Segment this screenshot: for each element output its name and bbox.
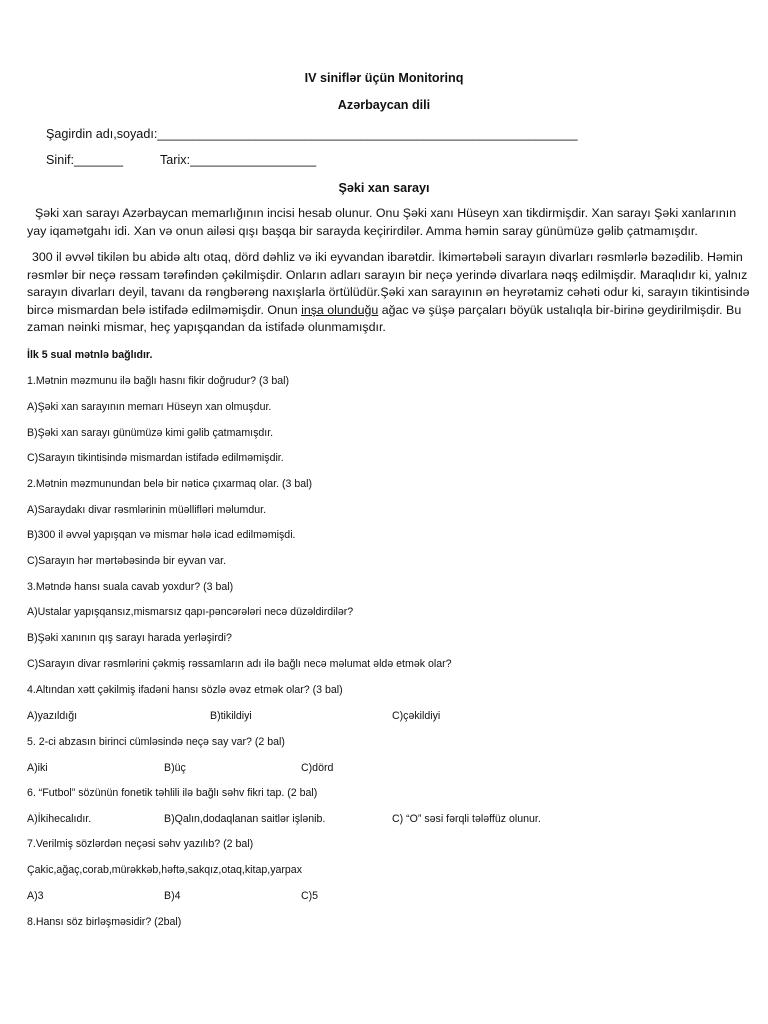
- q6-option-c: C) “O” səsi fərqli tələffüz olunur.: [392, 813, 541, 825]
- q6-option-a: A)İkihecalıdır.: [27, 813, 92, 825]
- section-note: İlk 5 sual mətnlə bağlıdır.: [27, 349, 153, 361]
- question-8: 8.Hansı söz birləşməsidir? (2bal): [27, 916, 182, 928]
- student-name-label: Şagirdin adı,soyadı:: [46, 127, 158, 141]
- student-name-blank: ____________________________________________________________: [157, 127, 578, 141]
- q3-option-c: C)Sarayın divar rəsmlərini çəkmiş rəssamların adı ilə bağlı necə məlumat əldə etmək olar?: [27, 658, 452, 670]
- question-4: 4.Altından xətt çəkilmiş ifadəni hansı sözlə əvəz etmək olar? (3 bal): [27, 684, 343, 696]
- date-label: Tarix:: [160, 153, 191, 167]
- question-3: 3.Mətndə hansı suala cavab yoxdur? (3 bal): [27, 581, 234, 593]
- q2-option-a: A)Saraydakı divar rəsmlərinin müəllifləri məlumdur.: [27, 504, 267, 516]
- q7-option-b: B)4: [164, 890, 181, 902]
- worksheet-title: IV siniflər üçün Monitorinq: [304, 71, 464, 85]
- q7-option-c: C)5: [301, 890, 319, 902]
- date-field: [160, 152, 316, 168]
- question-2: 2.Mətnin məzmunundan belə bir nəticə çıxarmaq olar. (3 bal): [27, 478, 313, 490]
- q3-option-b: B)Şəki xanının qış sarayı harada yerləşirdi?: [27, 632, 232, 644]
- question-1: 1.Mətnin məzmunu ilə bağlı hasnı fikir doğrudur? (3 bal): [27, 375, 290, 387]
- q1-option-b: B)Şəki xan sarayı günümüzə kimi gəlib çatmamışdır.: [27, 427, 274, 439]
- q4-option-a: A)yazıldığı: [27, 710, 78, 722]
- question-7: 7.Verilmiş sözlərdən neçəsi səhv yazılıb? (2 bal): [27, 838, 254, 850]
- class-blank: _______: [74, 153, 124, 167]
- reading-paragraph-1: Şəki xan sarayı Azərbaycan memarlığının incisi hesab olunur. Onu Şəki xanı Hüseyn xan tikdirmişdir. Xan sarayı Şəki xanlarının yay iqamətgahı idi. Xan və onun ailəsi qışı başqa bir sarayda keçirirdilər. Amma həmin saray günümüzə gəlib çatmamışdır.: [27, 206, 737, 238]
- question-5: 5. 2-ci abzasın birinci cümləsində neçə say var? (2 bal): [27, 736, 285, 748]
- q2-option-b: B)300 il əvvəl yapışqan və mismar hələ icad edilməmişdi.: [27, 529, 296, 541]
- q6-option-b: B)Qalın,dodaqlanan saitlər işlənib.: [164, 813, 326, 825]
- q1-option-c: C)Sarayın tikintisində mismardan istifadə edilməmişdir.: [27, 452, 284, 464]
- q1-option-a: A)Şəki xan sarayının memarı Hüseyn xan olmuşdur.: [27, 401, 272, 413]
- paragraph-2-text-end: ağac və şüşə parçaları böyük ustalıqla bir-birinə geydirilmişdir. Bu zaman nəinki mismar, heç yapışqandan da istifadə olunmamışdır.: [27, 302, 742, 334]
- q7-word-list: Çakic,ağaç,corab,mürəkkəb,həftə,sakqız,otaq,kitap,yarpax: [27, 864, 302, 876]
- q4-option-c: C)çəkildiyi: [392, 710, 441, 722]
- reading-paragraph-2: [27, 249, 755, 337]
- q5-option-b: B)üç: [164, 762, 186, 774]
- underlined-phrase: inşa olunduğu: [301, 302, 379, 317]
- q7-option-a: A)3: [27, 890, 44, 902]
- question-6: 6. “Futbol” sözünün fonetik təhlili ilə bağlı səhv fikri tap. (2 bal): [27, 787, 318, 799]
- q3-option-a: A)Ustalar yapışqansız,mismarsız qapı-pəncərələri necə düzəldirdilər?: [27, 606, 354, 618]
- q2-option-c: C)Sarayın hər mərtəbəsində bir eyvan var.: [27, 555, 227, 567]
- q5-option-a: A)iki: [27, 762, 48, 774]
- student-name-field: [46, 126, 578, 142]
- paragraph-2-text: 300 il əvvəl tikilən bu abidə altı otaq, dörd dəhliz və iki eyvandan ibarətdir. İkimərtəbəli sarayın divarları rəsmlərlə bəzədilib. Həmin rəsmlər bir neçə rəssam tərəfindən çəkilmişdir. Onların adları sarayın bir neçə yerində divarlara nəqş edilmişdir. Maraqlıdır ki, yalnız sarayın divarları deyil, tavanı da rəngbərəng naxışlarla örtülüdür.Şəki xan sarayının ən heyrətamiz cəhəti odur ki, sarayın tikintisində bircə mismardan belə istifadə edilməmişdir. Onun: [27, 250, 750, 317]
- class-label: Sinif:: [46, 153, 74, 167]
- class-field: [46, 152, 123, 168]
- q4-option-b: B)tikildiyi: [210, 710, 252, 722]
- reading-text-title: Şəki xan sarayı: [338, 181, 430, 195]
- date-blank: __________________: [190, 153, 317, 167]
- subject-title: Azərbaycan dili: [337, 98, 431, 112]
- q5-option-c: C)dörd: [301, 762, 334, 774]
